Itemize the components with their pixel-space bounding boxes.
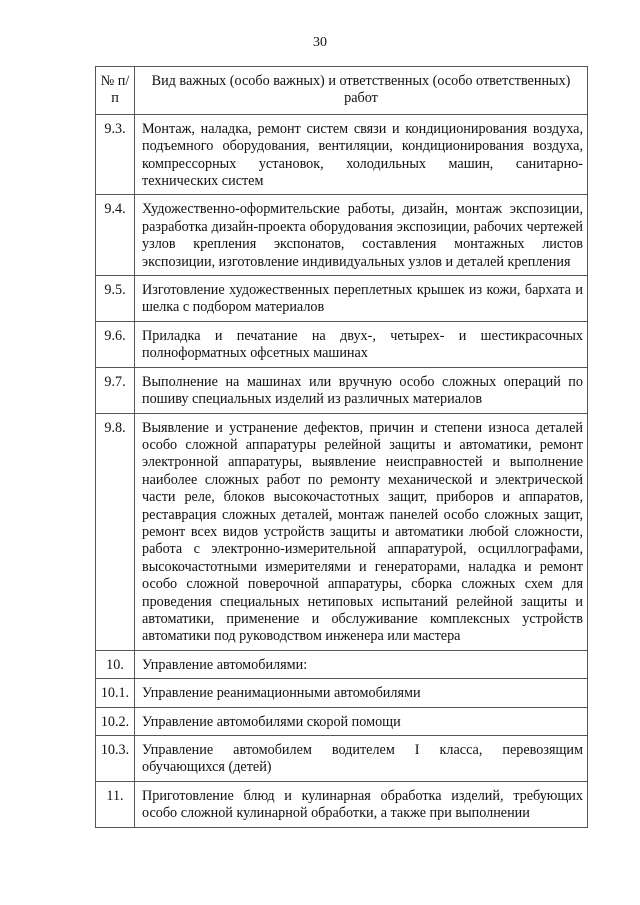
- row-number: 9.6.: [96, 321, 135, 367]
- table-row: [96, 736, 588, 782]
- row-text: Управление реанимационными автомобилями: [135, 679, 588, 707]
- row-number: 9.5.: [96, 276, 135, 322]
- table-row: [96, 781, 588, 827]
- header-name: Вид важных (особо важных) и ответственных (особо ответственных) работ: [135, 67, 588, 115]
- table-row: [96, 367, 588, 413]
- header-num: № п/п: [96, 67, 135, 115]
- table-row: [96, 195, 588, 276]
- table-row: [96, 321, 588, 367]
- row-number: 11.: [96, 781, 135, 827]
- row-number: 10.2.: [96, 707, 135, 735]
- row-text: Выполнение на машинах или вручную особо сложных операций по пошиву специальных изделий из различных материалов: [135, 367, 588, 413]
- table-row: [96, 679, 588, 707]
- table-header-row: [96, 67, 588, 115]
- row-number: 10.: [96, 650, 135, 678]
- row-number: 9.3.: [96, 114, 135, 195]
- row-text: Монтаж, наладка, ремонт систем связи и кондиционирования воздуха, подъемного оборудования, вентиляции, кондиционирования воздуха, компрессорных установок, холодильных машин, санитарно-технических систем: [135, 114, 588, 195]
- row-number: 9.4.: [96, 195, 135, 276]
- row-number: 10.3.: [96, 736, 135, 782]
- table-row: [96, 413, 588, 650]
- table-row: [96, 114, 588, 195]
- row-text: Управление автомобилями скорой помощи: [135, 707, 588, 735]
- row-text: Художественно-оформительские работы, дизайн, монтаж экспозиции, разработка дизайн-проекта оборудования экспозиции, рабочих чертежей узлов крепления экспонатов, составления монтажных листов экспозиции, изготовление индивидуальных узлов и деталей крепления: [135, 195, 588, 276]
- table-row: [96, 276, 588, 322]
- row-text: Изготовление художественных переплетных крышек из кожи, бархата и шелка с подбором материалов: [135, 276, 588, 322]
- page-number: 30: [313, 35, 327, 50]
- table-row: [96, 707, 588, 735]
- row-text: Управление автомобилем водителем I класса, перевозящим обучающихся (детей): [135, 736, 588, 782]
- row-text: Приготовление блюд и кулинарная обработка изделий, требующих особо сложной кулинарной обработки, а также при выполнении: [135, 781, 588, 827]
- works-table: [95, 66, 588, 828]
- table-row: [96, 650, 588, 678]
- row-number: 9.7.: [96, 367, 135, 413]
- row-number: 9.8.: [96, 413, 135, 650]
- row-number: 10.1.: [96, 679, 135, 707]
- row-text: Выявление и устранение дефектов, причин и степени износа деталей особо сложной аппаратуры релейной защиты и автоматики, ремонт электронной аппаратуры, выявление неисправностей и выполнение наиболее сложных работ по ремонту механической и электрической части реле, блоков высокочастотных защит, приборов и аппаратов, реставрация сложных деталей, монтаж панелей особо сложных защит, ремонт всех видов устройств защиты и автоматики любой сложности, работа с электронно-измерительной аппаратурой, осциллографами, высокочастотными измерителями и генераторами, наладка и ремонт особо сложной поверочной аппаратуры, сборка сложных схем для проведения специальных нетиповых испытаний релейной защиты и автоматики, применение и обслуживание комплексных устройств автоматики под руководством инженера или мастера: [135, 413, 588, 650]
- row-text: Приладка и печатание на двух-, четырех- и шестикрасочных полноформатных офсетных машинах: [135, 321, 588, 367]
- row-text: Управление автомобилями:: [135, 650, 588, 678]
